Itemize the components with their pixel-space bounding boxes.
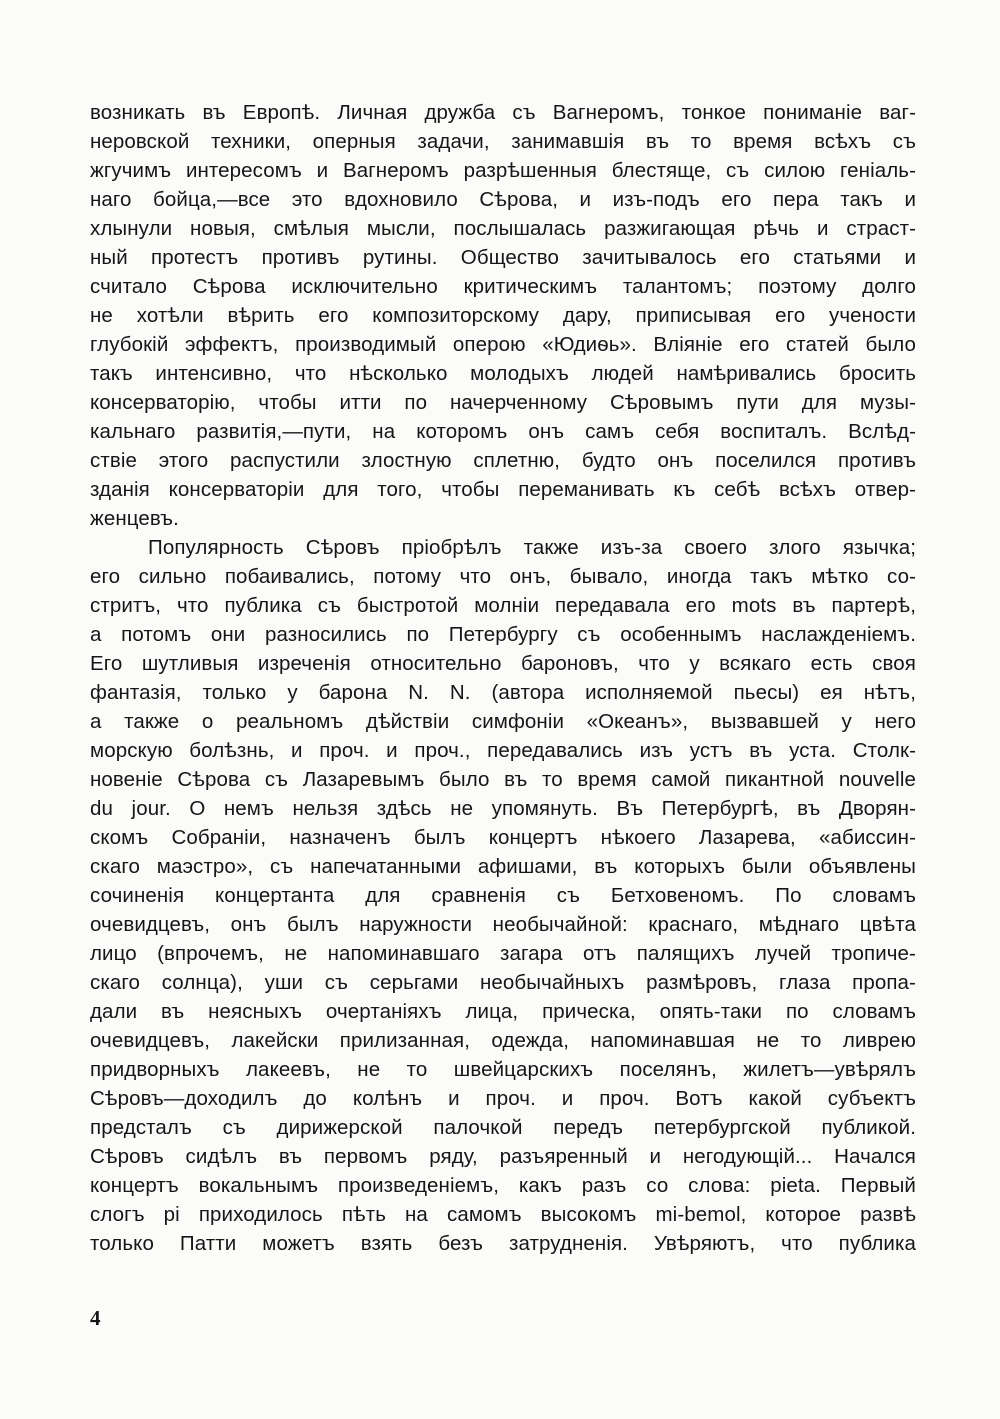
text-line: считало Сѣрова исключительно критическимъ талантомъ; поэтому долго bbox=[90, 275, 916, 298]
paragraph-1 bbox=[90, 98, 916, 533]
text-line: скомъ Собраніи, назначенъ былъ концертъ нѣкоего Лазарева, «абиссин- bbox=[90, 826, 916, 849]
text-line: глубокій эффектъ, производимый оперою «Юдиѳь». Вліяніе его статей было bbox=[90, 333, 916, 356]
text-line: не хотѣли вѣрить его композиторскому дару, приписывая его учености bbox=[90, 304, 916, 327]
text-line: Сѣровъ—доходилъ до колѣнъ и проч. и проч. Вотъ какой субъектъ bbox=[90, 1087, 916, 1110]
text-line: только Патти можетъ взять безъ затрудненія. Увѣряютъ, что публика bbox=[90, 1232, 916, 1255]
text-line: возникать въ Европѣ. Личная дружба съ Вагнеромъ, тонкое пониманіе ваг- bbox=[90, 101, 916, 124]
text-line: его сильно побаивались, потому что онъ, бывало, иногда такъ мѣтко со- bbox=[90, 565, 916, 588]
text-line: сочиненія концертанта для сравненія съ Бетховеномъ. По словамъ bbox=[90, 884, 916, 907]
text-line: зданія консерваторіи для того, чтобы переманивать къ себѣ всѣхъ отвер- bbox=[90, 478, 916, 501]
text-line: Популярность Сѣровъ пріобрѣлъ также изъ-за своего злого язычка; bbox=[148, 536, 916, 559]
text-line: наго бойца,—все это вдохновило Сѣрова, и изъ-подъ его пера такъ и bbox=[90, 188, 916, 211]
text-line: du jour. О немъ нельзя здѣсь не упомянуть. Въ Петербургѣ, въ Дворян- bbox=[90, 797, 916, 820]
text-line: предсталъ съ дирижерской палочкой передъ петербургской публикой. bbox=[90, 1116, 916, 1139]
text-line: морскую болѣзнь, и проч. и проч., передавались изъ устъ въ уста. Столк- bbox=[90, 739, 916, 762]
text-line: фантазія, только у барона N. N. (автора исполняемой пьесы) ея нѣтъ, bbox=[90, 681, 916, 704]
body-text bbox=[90, 98, 916, 1258]
text-line: дали въ неясныхъ очертаніяхъ лица, прическа, опять-таки по словамъ bbox=[90, 1000, 916, 1023]
text-line: женцевъ. bbox=[90, 507, 179, 530]
text-line: скаго маэстро», съ напечатанными афишами, въ которыхъ были объявлены bbox=[90, 855, 916, 878]
text-line: Сѣровъ сидѣлъ въ первомъ ряду, разъяренный и негодующій... Начался bbox=[90, 1145, 916, 1168]
text-line: лицо (впрочемъ, не напоминавшаго загара отъ палящихъ лучей тропиче- bbox=[90, 942, 916, 965]
text-line: такъ интенсивно, что нѣсколько молодыхъ людей намѣривались бросить bbox=[90, 362, 916, 385]
page-number: 4 bbox=[90, 1306, 101, 1330]
text-line: а потомъ они разносились по Петербургу съ особеннымъ наслажденіемъ. bbox=[90, 623, 916, 646]
text-line: очевидцевъ, лакейски прилизанная, одежда, напоминавшая не то ливрею bbox=[90, 1029, 916, 1052]
text-line: придворныхъ лакеевъ, не то швейцарскихъ поселянъ, жилетъ—увѣрялъ bbox=[90, 1058, 916, 1081]
text-line: кальнаго развитія,—пути, на которомъ онъ самъ себя воспиталъ. Вслѣд- bbox=[90, 420, 916, 443]
paragraph-2 bbox=[90, 533, 916, 1258]
text-line: ный протестъ противъ рутины. Общество зачитывалось его статьями и bbox=[90, 246, 916, 269]
text-line: концертъ вокальнымъ произведеніемъ, какъ разъ со слова: pieta. Первый bbox=[90, 1174, 916, 1197]
text-line: жгучимъ интересомъ и Вагнеромъ разрѣшенныя блестяще, съ силою геніаль- bbox=[90, 159, 916, 182]
text-line: а также о реальномъ дѣйствіи симфоніи «Океанъ», вызвавшей у него bbox=[90, 710, 916, 733]
text-line: Его шутливыя изреченія относительно барoновъ, что у всякаго есть своя bbox=[90, 652, 916, 675]
text-line: ствіе этого распустили злостную сплетню, будто онъ поселился противъ bbox=[90, 449, 916, 472]
text-line: новеніе Сѣрова съ Лазаревымъ было въ то время самой пикантной nouvelle bbox=[90, 768, 916, 791]
text-line: слогъ pi приходилось пѣть на самомъ высокомъ mi-bemol, которое развѣ bbox=[90, 1203, 916, 1226]
text-line: неровской техники, оперныя задачи, занимавшія въ то время всѣхъ съ bbox=[90, 130, 916, 153]
text-line: хлынули новыя, смѣлыя мысли, послышалась разжигающая рѣчь и страст- bbox=[90, 217, 916, 240]
text-line: скаго солнца), уши съ серьгами необычайныхъ размѣровъ, глаза пропа- bbox=[90, 971, 916, 994]
text-line: очевидцевъ, онъ былъ наружности необычайной: краснаго, мѣднаго цвѣта bbox=[90, 913, 916, 936]
text-line: консерваторію, чтобы итти по начерченному Сѣровымъ пути для музы- bbox=[90, 391, 916, 414]
text-line: стритъ, что публика съ быстротой молніи передавала его mots въ партерѣ, bbox=[90, 594, 916, 617]
